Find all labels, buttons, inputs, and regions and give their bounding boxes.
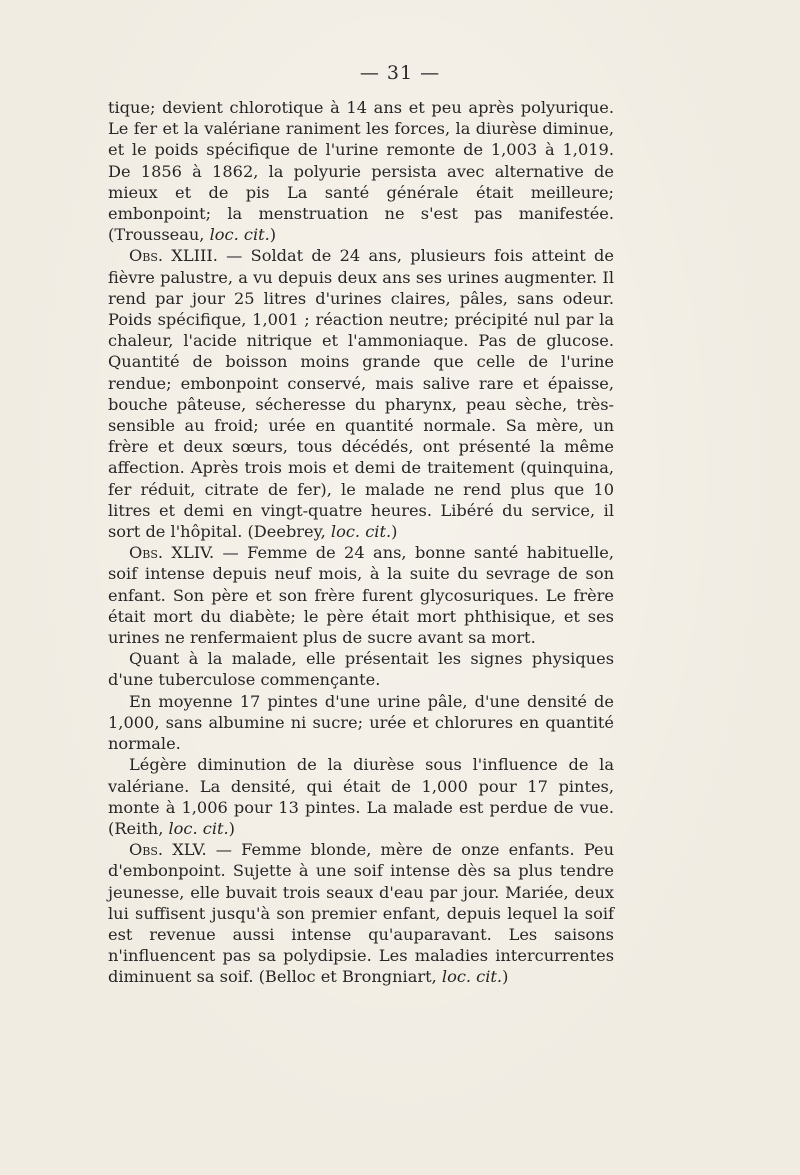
- citation: loc. cit.: [168, 818, 229, 838]
- page-body: [108, 97, 614, 988]
- citation: loc. cit.: [441, 967, 503, 987]
- observation-label: Obs. XLIV.: [129, 543, 215, 563]
- observation-43: [108, 245, 614, 542]
- observation-label: Obs. XLIII.: [129, 246, 218, 266]
- paragraph-continuation: [108, 97, 614, 245]
- citation: loc. cit.: [209, 225, 270, 245]
- citation: loc. cit.: [330, 522, 392, 542]
- paragraph-text: En moyenne 17 pintes d'une urine pâle, d'une densité de 1,000, sans albumine ni sucre; urée et chlorures en quantité normale.: [108, 691, 614, 754]
- observation-label: Obs. XLV.: [129, 840, 207, 860]
- paragraph-end: ): [228, 818, 235, 838]
- observation-44-paragraph-3: [108, 691, 614, 755]
- paragraph-text: — Soldat de 24 ans, plusieurs fois atteint de fièvre palustre, a vu depuis deux ans ses urines augmenter. Il rend par jour 25 litres d'urines claires, pâles, sans odeur. Poids spécifique, 1,001 ; réaction neutre; précipité nul par la chaleur, l'acide nitrique et l'ammoniaque. Pas de glucose. Quantité de boisson moins grande que celle de l'urine rendue; embonpoint conservé, mais salive rare et épaisse, bouche pâteuse, sécheresse du pharynx, peau sèche, très-sensible au froid; urée en quantité normale. Sa mère, un frère et deux sœurs, tous décédés, ont présenté la même affection. Après trois mois et demi de traitement (quinquina, fer réduit, citrate de fer), le malade ne rend plus que 10 litres et demi en vingt-quatre heures. Libéré du service, il sort de l'hôpital. (Deebrey,: [108, 246, 614, 542]
- paragraph-end: ): [391, 522, 398, 542]
- observation-44-paragraph-4: [108, 754, 614, 839]
- paragraph-text: Quant à la malade, elle présentait les signes physiques d'une tuberculose commençante.: [108, 649, 614, 690]
- paragraph-text: Légère diminution de la diurèse sous l'influence de la valériane. La densité, qui était de 1,000 pour 17 pintes, monte à 1,006 pour 13 pintes. La malade est perdue de vue. (Reith,: [108, 755, 614, 838]
- paragraph-end: ): [502, 967, 509, 987]
- paragraph-text: — Femme blonde, mère de onze enfants. Peu d'embonpoint. Sujette à une soif intense dès sa plus tendre jeunesse, elle buvait trois seaux d'eau par jour. Mariée, deux lui suffisent jusqu'à son premier enfant, depuis lequel la soif est revenue aussi intense qu'auparavant. Les saisons n'influencent pas sa polydipsie. Les maladies intercurrentes diminuent sa soif. (Belloc et Brongniart,: [108, 840, 614, 987]
- observation-45: [108, 839, 614, 987]
- paragraph-text: tique; devient chlorotique à 14 ans et peu après polyurique. Le fer et la valériane raniment les forces, la diurèse diminue, et le poids spécifique de l'urine remonte de 1,003 à 1,019. De 1856 à 1862, la polyurie persista avec alternative de mieux et de pis La santé générale était meilleure; embonpoint; la menstruation ne s'est pas manifestée. (Trousseau,: [108, 98, 614, 245]
- observation-44-paragraph-2: [108, 648, 614, 690]
- observation-44: [108, 542, 614, 648]
- page-number: — 31 —: [359, 62, 441, 84]
- paragraph-end: ): [269, 225, 277, 245]
- paragraph-text: — Femme de 24 ans, bonne santé habituelle, soif intense depuis neuf mois, à la suite du sevrage de son enfant. Son père et son frère furent glycosuriques. Le frère était mort du diabète; le père était mort phthisique, et ses urines ne renfermaient plus de sucre avant sa mort.: [108, 543, 614, 648]
